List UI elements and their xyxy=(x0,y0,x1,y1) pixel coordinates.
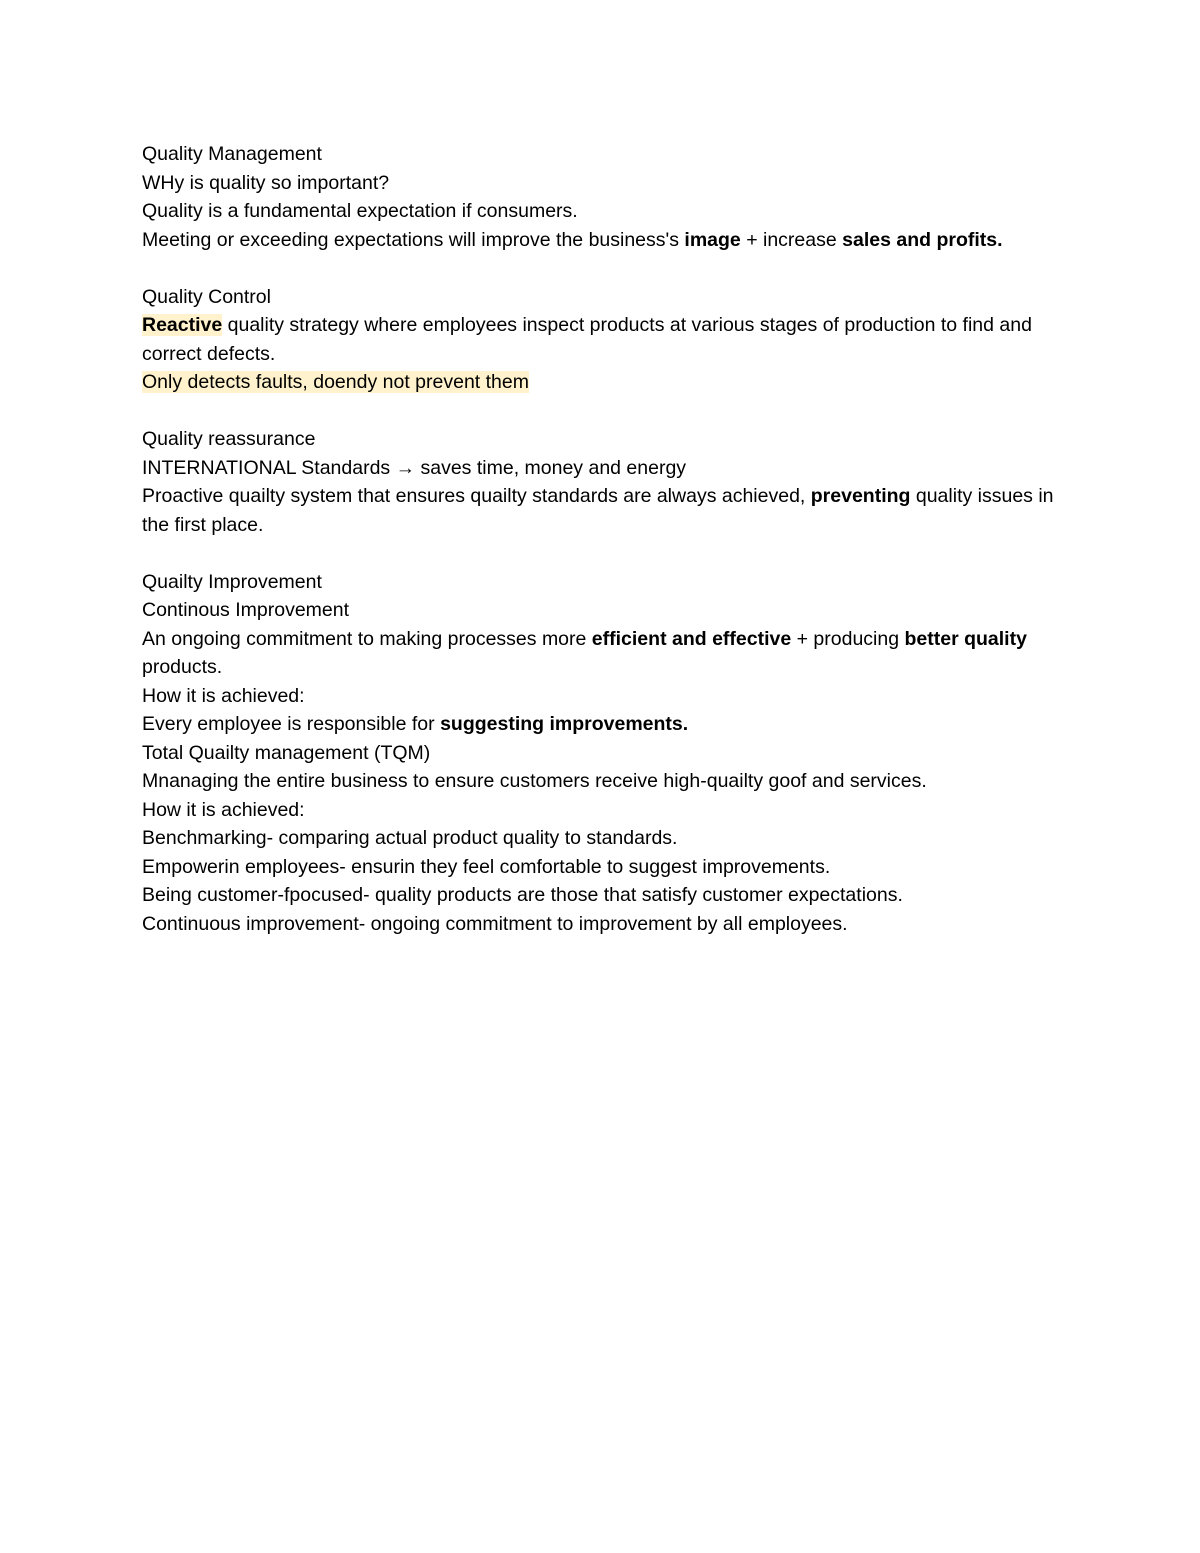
text-span: + producing xyxy=(791,627,905,650)
subheading-tqm: Total Quailty management (TQM) xyxy=(142,741,431,764)
section-title-quality-improvement: Quailty Improvement xyxy=(142,570,322,593)
bold-text: sales and profits. xyxy=(842,228,1003,251)
section-title-quality-management: Quality Management xyxy=(142,143,322,165)
text-span: Meeting or exceeding expectations will improve the business's xyxy=(142,228,685,251)
bold-text: suggesting improvements. xyxy=(440,713,689,735)
highlighted-line xyxy=(142,368,1067,397)
text-span: Every employee is responsible for xyxy=(142,713,441,735)
bold-text: image xyxy=(684,228,741,251)
text-line: How it is achieved: xyxy=(142,798,305,821)
text-span: Proactive quailty system that ensures quailty standards are always achieved, xyxy=(142,485,811,507)
bold-text: efficient and effective xyxy=(591,627,792,650)
list-item: Benchmarking- comparing actual product quality to standards. xyxy=(142,827,678,849)
text-line: Mnanaging the entire business to ensure customers receive high-quailty goof and services. xyxy=(142,770,927,792)
section-title-quality-control: Quality Control xyxy=(142,285,271,308)
bold-text: preventing xyxy=(810,485,911,507)
text-span: quality issues in the first place. xyxy=(142,485,1054,536)
highlighted-bold-text: Reactive xyxy=(142,314,223,336)
text-paragraph xyxy=(142,482,1067,539)
list-item: Being customer-fpocused- quality products are those that satisfy customer expectations. xyxy=(142,884,903,906)
text-paragraph xyxy=(142,226,1067,255)
document-body xyxy=(142,140,1067,938)
highlighted-text: Only detects faults, doendy not prevent them xyxy=(142,371,529,393)
list-item: Empowerin employees- ensurin they feel comfortable to suggest improvements. xyxy=(142,855,831,878)
text-paragraph xyxy=(142,311,1067,368)
text-span: An ongoing commitment to making processes more xyxy=(142,627,592,650)
text-line: How it is achieved: xyxy=(142,684,305,707)
blank-line xyxy=(142,539,1067,568)
text-paragraph xyxy=(142,710,1067,739)
text-paragraph xyxy=(142,625,1067,682)
text-span: products. xyxy=(142,627,1038,678)
text-line: INTERNATIONAL Standards → saves time, money and energy xyxy=(142,456,687,479)
list-item: Continuous improvement- ongoing commitment to improvement by all employees. xyxy=(142,912,848,935)
text-span: + increase xyxy=(740,228,843,251)
section-title-quality-reassurance: Quality reassurance xyxy=(142,428,316,450)
text-line: Quality is a fundamental expectation if consumers. xyxy=(142,200,578,222)
bold-text: better quality xyxy=(904,627,1027,650)
blank-line xyxy=(142,397,1067,426)
text-span: quality strategy where employees inspect products at various stages of production to find and correct defects. xyxy=(142,314,1032,365)
question-line: WHy is quality so important? xyxy=(142,171,390,194)
blank-line xyxy=(142,254,1067,283)
subheading-continuous-improvement: Continous Improvement xyxy=(142,599,350,621)
